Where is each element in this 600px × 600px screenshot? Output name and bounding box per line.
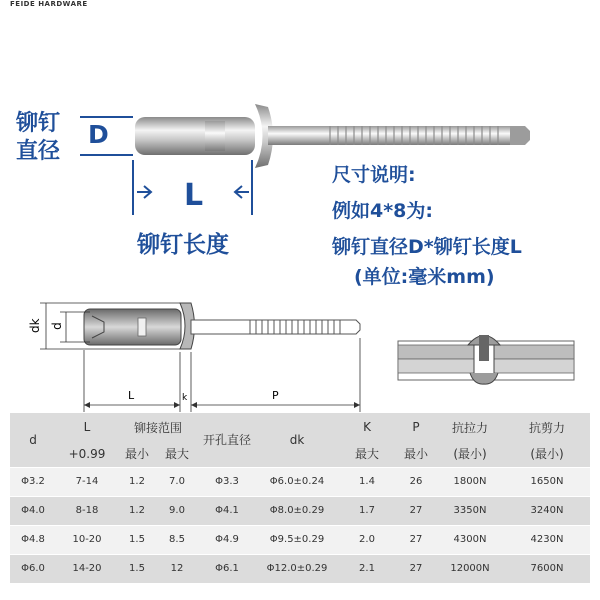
cell-k-max: 1.4 [338, 467, 396, 496]
cell-tensile: 12000N [436, 554, 504, 583]
table-row [10, 496, 590, 525]
cell-hole: Φ4.9 [198, 525, 256, 554]
cell-shear: 1650N [504, 467, 590, 496]
cell-tensile: 4300N [436, 525, 504, 554]
cell-k-max: 2.0 [338, 525, 396, 554]
cell-dk: Φ12.0±0.29 [256, 554, 338, 583]
cell-hole: Φ6.1 [198, 554, 256, 583]
rivet-diameter-label-line1: 铆钉 [16, 111, 61, 136]
table-row [10, 554, 590, 583]
size-note-example: 例如4*8为: [332, 200, 433, 222]
cell-p-min: 26 [396, 467, 436, 496]
spec-table [10, 413, 590, 583]
l-label: L [128, 389, 135, 402]
cell-grip-min: 1.2 [118, 467, 156, 496]
d-label: d [49, 322, 64, 330]
cell-l-range: 8-18 [56, 496, 118, 525]
header-dk: dk [256, 413, 338, 467]
rivet-photo [135, 104, 530, 168]
cell-hole: Φ3.3 [198, 467, 256, 496]
header-hole-diameter: 开孔直径 [198, 413, 256, 467]
size-note-formula: 铆钉直径D*铆钉长度L [332, 236, 522, 258]
cell-d: Φ4.8 [10, 525, 56, 554]
installation-diagram [398, 335, 574, 384]
header-d: d [10, 413, 56, 467]
cell-k-max: 1.7 [338, 496, 396, 525]
cell-grip-min: 1.2 [118, 496, 156, 525]
cell-l-range: 14-20 [56, 554, 118, 583]
cell-l-range: 7-14 [56, 467, 118, 496]
header-shear: 抗剪力 [504, 413, 590, 441]
cell-hole: Φ4.1 [198, 496, 256, 525]
cell-d: Φ4.0 [10, 496, 56, 525]
cell-l-range: 10-20 [56, 525, 118, 554]
d-symbol: D [88, 120, 109, 149]
cell-p-min: 27 [396, 554, 436, 583]
cell-shear: 7600N [504, 554, 590, 583]
cell-shear: 3240N [504, 496, 590, 525]
cell-grip-max: 9.0 [156, 496, 198, 525]
header-p: P [396, 413, 436, 441]
cell-grip-min: 1.5 [118, 525, 156, 554]
header-grip-min: 最小 [118, 441, 156, 467]
header-k-max: 最大 [338, 441, 396, 467]
k-label: k [182, 393, 188, 403]
brand-logo-text: FEIDE HARDWARE [10, 0, 88, 8]
header-tensile: 抗拉力 [436, 413, 504, 441]
size-note-unit: (单位:毫米mm) [354, 266, 495, 288]
cell-tensile: 3350N [436, 496, 504, 525]
cell-dk: Φ8.0±0.29 [256, 496, 338, 525]
cell-dk: Φ9.5±0.29 [256, 525, 338, 554]
header-grip-range: 铆接范围 [118, 413, 198, 441]
cell-d: Φ6.0 [10, 554, 56, 583]
header-grip-max: 最大 [156, 441, 198, 467]
header-l-tolerance: +0.99 [56, 441, 118, 467]
size-note-title: 尺寸说明: [332, 164, 416, 186]
cell-grip-min: 1.5 [118, 554, 156, 583]
cell-tensile: 1800N [436, 467, 504, 496]
rivet-length-label: 铆钉长度 [137, 232, 229, 258]
cell-p-min: 27 [396, 496, 436, 525]
cell-grip-max: 12 [156, 554, 198, 583]
p-label: P [272, 389, 279, 402]
l-symbol: L [184, 178, 204, 213]
cell-shear: 4230N [504, 525, 590, 554]
cell-p-min: 27 [396, 525, 436, 554]
dk-label: dk [28, 318, 42, 333]
header-shear-min: (最小) [504, 441, 590, 467]
cell-grip-max: 8.5 [156, 525, 198, 554]
header-k: K [338, 413, 396, 441]
header-p-min: 最小 [396, 441, 436, 467]
rivet-diameter-label-line2: 直径 [16, 139, 61, 164]
rivet-diameter-label [16, 110, 60, 166]
table-row [10, 525, 590, 554]
technical-drawing [40, 303, 360, 412]
cell-d: Φ3.2 [10, 467, 56, 496]
cell-k-max: 2.1 [338, 554, 396, 583]
table-row [10, 467, 590, 496]
header-tensile-min: (最小) [436, 441, 504, 467]
cell-grip-max: 7.0 [156, 467, 198, 496]
header-l: L [56, 413, 118, 441]
cell-dk: Φ6.0±0.24 [256, 467, 338, 496]
